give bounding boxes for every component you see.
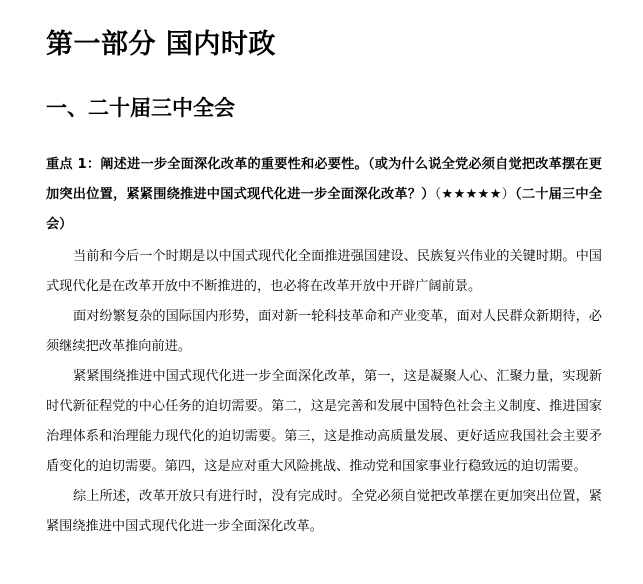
keypoint-source: （二十届三中全会） xyxy=(46,187,603,232)
keypoint-label: 重点 1：阐述进一步全面深化改革的重要性和必要性。（或为什么说全党必须自觉把改革摆在更加突出位置，紧紧围绕推进中国式现代化进一步全面深化改革？） xyxy=(46,157,602,202)
paragraph-3: 紧紧围绕推进中国式现代化进一步全面深化改革，第一，这是凝聚人心、汇聚力量，实现新时代新征程党的中心任务的迫切需要。第二，这是完善和发展中国特色社会主义制度、推进国家治理体系和治理能力现代化的迫切需要。第三，这是推动高质量发展、更好适应我国社会主要矛盾变化的迫切需要。第四，这是应对重大风险挑战、推动党和国家事业行稳致远的迫切需要。 xyxy=(46,369,602,474)
answer-body xyxy=(46,242,602,542)
paragraph-2: 面对纷繁复杂的国际国内形势，面对新一轮科技革命和产业变革，面对人民群众新期待，必须继续把改革推向前进。 xyxy=(46,309,602,354)
paragraph-4: 综上所述，改革开放只有进行时，没有完成时。全党必须自觉把改革摆在更加突出位置，紧紧围绕推进中国式现代化进一步全面深化改革。 xyxy=(46,489,602,534)
section-title: 一、二十届三中全会 xyxy=(46,96,235,120)
importance-stars: （★★★★★） xyxy=(434,187,516,202)
keypoint-question xyxy=(46,150,602,240)
paragraph-1: 当前和今后一个时期是以中国式现代化全面推进强国建设、民族复兴伟业的关键时期。中国式现代化是在改革开放中不断推进的，也必将在改革开放中开辟广阔前景。 xyxy=(46,249,602,294)
part-title: 第一部分 国内时政 xyxy=(46,29,276,60)
